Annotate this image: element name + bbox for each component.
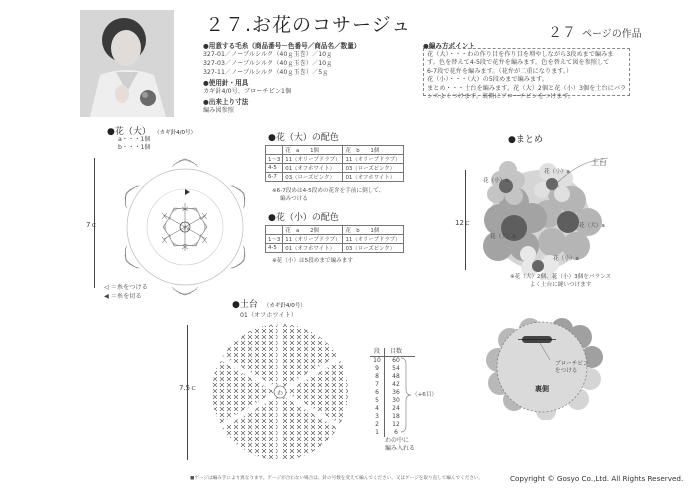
yarn-line: 327-01／ノーブルシルク（40ｇ玉巻）／10ｇ [203, 51, 333, 58]
table-row: 1 6 [370, 429, 415, 437]
large-color-note: ※6-7段めは4-5段めの花弁を手前に倒して、 編みつける [272, 188, 385, 202]
base-heading [232, 297, 306, 310]
base-chart [205, 322, 355, 462]
page-ref-number: ２７ [548, 25, 576, 41]
hook-size: （カギ針4/0号） [156, 130, 196, 136]
label-small-a-top: 花（小）a [544, 169, 570, 175]
table-header-row: 花 a 2個 花 b 1個 [266, 226, 404, 235]
count-a: a・・・1個 [118, 136, 151, 143]
points-line: す。色を替えて4-5段で花弁を編みます。色を替えて図を参照して [427, 59, 610, 67]
table-row: 4-5 01（オフホワイト） 03（ローズピンク） [266, 164, 404, 173]
yarn-heading: ●用意する毛糸（商品番号－色番号／商品名／数量） [203, 42, 361, 50]
small-color-table [265, 225, 404, 253]
label-base: 土台 [591, 158, 607, 167]
table-row: 9 54 [370, 365, 415, 373]
tools-heading: ●使用針・用具 [203, 79, 249, 87]
materials-section [203, 40, 360, 115]
large-flower-counts [118, 136, 151, 152]
table-row: 8 48 [370, 373, 415, 381]
small-color-heading: ●花（小）の配色 [268, 213, 339, 223]
table-header-row: 段 目数 [370, 348, 415, 357]
table-row: 1～3 11（オリーブドラブ） 11（オリーブドラブ） [266, 155, 404, 164]
gauge-note: ■ゲージは編み手により異なります。ゲージが合わない場合は、針の号数を変えて編んでください。又はゲージを取り直して編んでください。 [190, 476, 484, 481]
points-line: ンスよくつけます。裏側にブローチピンをつけます。 [427, 93, 575, 101]
points-line: 6-7段で花弁を編みます。（花弁が二重になります。） [427, 67, 573, 75]
increase-note: （+6目） [412, 392, 438, 398]
ring-note: わの中に 編み入れる [385, 437, 416, 452]
table-row: 6 36 [370, 389, 415, 397]
large-flower-dimension: 7ｃ [86, 221, 98, 229]
base-dimension: 7.5ｃ [179, 384, 198, 392]
table-header-row: 花 a 1個 花 b 1個 [266, 146, 404, 155]
label-small-b: 花（小）b [483, 178, 509, 184]
label-large-b: 花（大）b [490, 234, 516, 240]
size-text: 編み図参照 [203, 107, 234, 114]
attach-yarn-icon: ◁ [104, 284, 109, 291]
tools-text: カギ針4/0号、ブローチピン1個 [203, 88, 292, 95]
cut-yarn-label: ＝糸を切る [110, 293, 142, 300]
table-row: 4-5 01（オフホワイト） 03（ローズピンク） [266, 244, 404, 253]
page-title: ２７.お花のコサージュ [205, 14, 412, 36]
label-small-a-bottom: 花（小）a [553, 256, 579, 262]
size-heading: ●出来上り寸法 [203, 98, 249, 106]
svg-text:わ: わ [183, 225, 190, 232]
small-color-note: ※花（小）は5段めまで編みます [272, 258, 353, 264]
page-ref-label: ページの作品 [582, 29, 642, 40]
table-row: 4 24 [370, 405, 415, 413]
page-reference [548, 22, 642, 42]
count-b: b・・・1個 [118, 144, 151, 151]
points-box [423, 48, 630, 101]
yarn-line: 327-03／ノーブルシルク（40ｇ玉巻）／10ｇ [203, 60, 333, 67]
back-side-label: 裏側 [535, 385, 549, 393]
assembly-diagram [470, 150, 610, 280]
yarn-line: 327-11／ノーブルシルク（40ｇ玉巻）／5ｇ [203, 69, 329, 76]
large-color-heading: ●花（大）の配色 [268, 133, 339, 143]
table-row: 6-7 03（ローズピンク） 01（オフホワイト） [266, 173, 404, 182]
base-color: 01（オフホワイト） [240, 312, 298, 319]
symbol-legend [104, 283, 148, 301]
assembly-note: ※花（大）2個、花（小）3個をバランス よく土台に縫いつけます [510, 274, 612, 288]
svg-text:わ: わ [277, 390, 284, 397]
table-row: 5 30 [370, 397, 415, 405]
assembly-dimension: 12ｃ [455, 219, 471, 227]
increase-brace [400, 357, 412, 433]
back-side-diagram [480, 315, 610, 420]
large-flower-title: ●花（大） [107, 127, 151, 137]
table-row: 1～3 11（オリーブドラブ） 11（オリーブドラブ） [266, 235, 404, 244]
brooch-pin-label: ブローチピン をつける [555, 361, 589, 374]
label-large-a: 花（大）a [579, 223, 605, 229]
assembly-heading: ●まとめ [508, 135, 543, 145]
table-row: 10 60 [370, 357, 415, 365]
attach-yarn-label: ＝糸をつける [110, 284, 148, 291]
table-row: 3 18 [370, 413, 415, 421]
table-row: 7 42 [370, 381, 415, 389]
hook-size: （カギ針4/0号） [263, 303, 306, 309]
cut-yarn-icon: ◀ [104, 293, 109, 300]
model-photo [80, 10, 174, 117]
points-line: 花（大）・・・わの作り目を作り目を増やしながら3段めまで編みま [427, 51, 614, 58]
points-heading: ●編み方ポイント [423, 42, 475, 50]
table-row: 2 12 [370, 421, 415, 429]
large-color-table [265, 145, 404, 182]
copyright: Copyright © Gosyo Co.,Ltd. All Rights Reserved. [510, 474, 684, 483]
base-title: ●土台 [232, 300, 258, 310]
points-line: まとめ・・・土台を編みます。花（大）2個と花（小）3個を土台にバラ [427, 84, 627, 92]
points-line: 花（小）・・・（大）の5段めまで編みます。 [427, 76, 548, 84]
large-flower-chart [110, 155, 260, 300]
